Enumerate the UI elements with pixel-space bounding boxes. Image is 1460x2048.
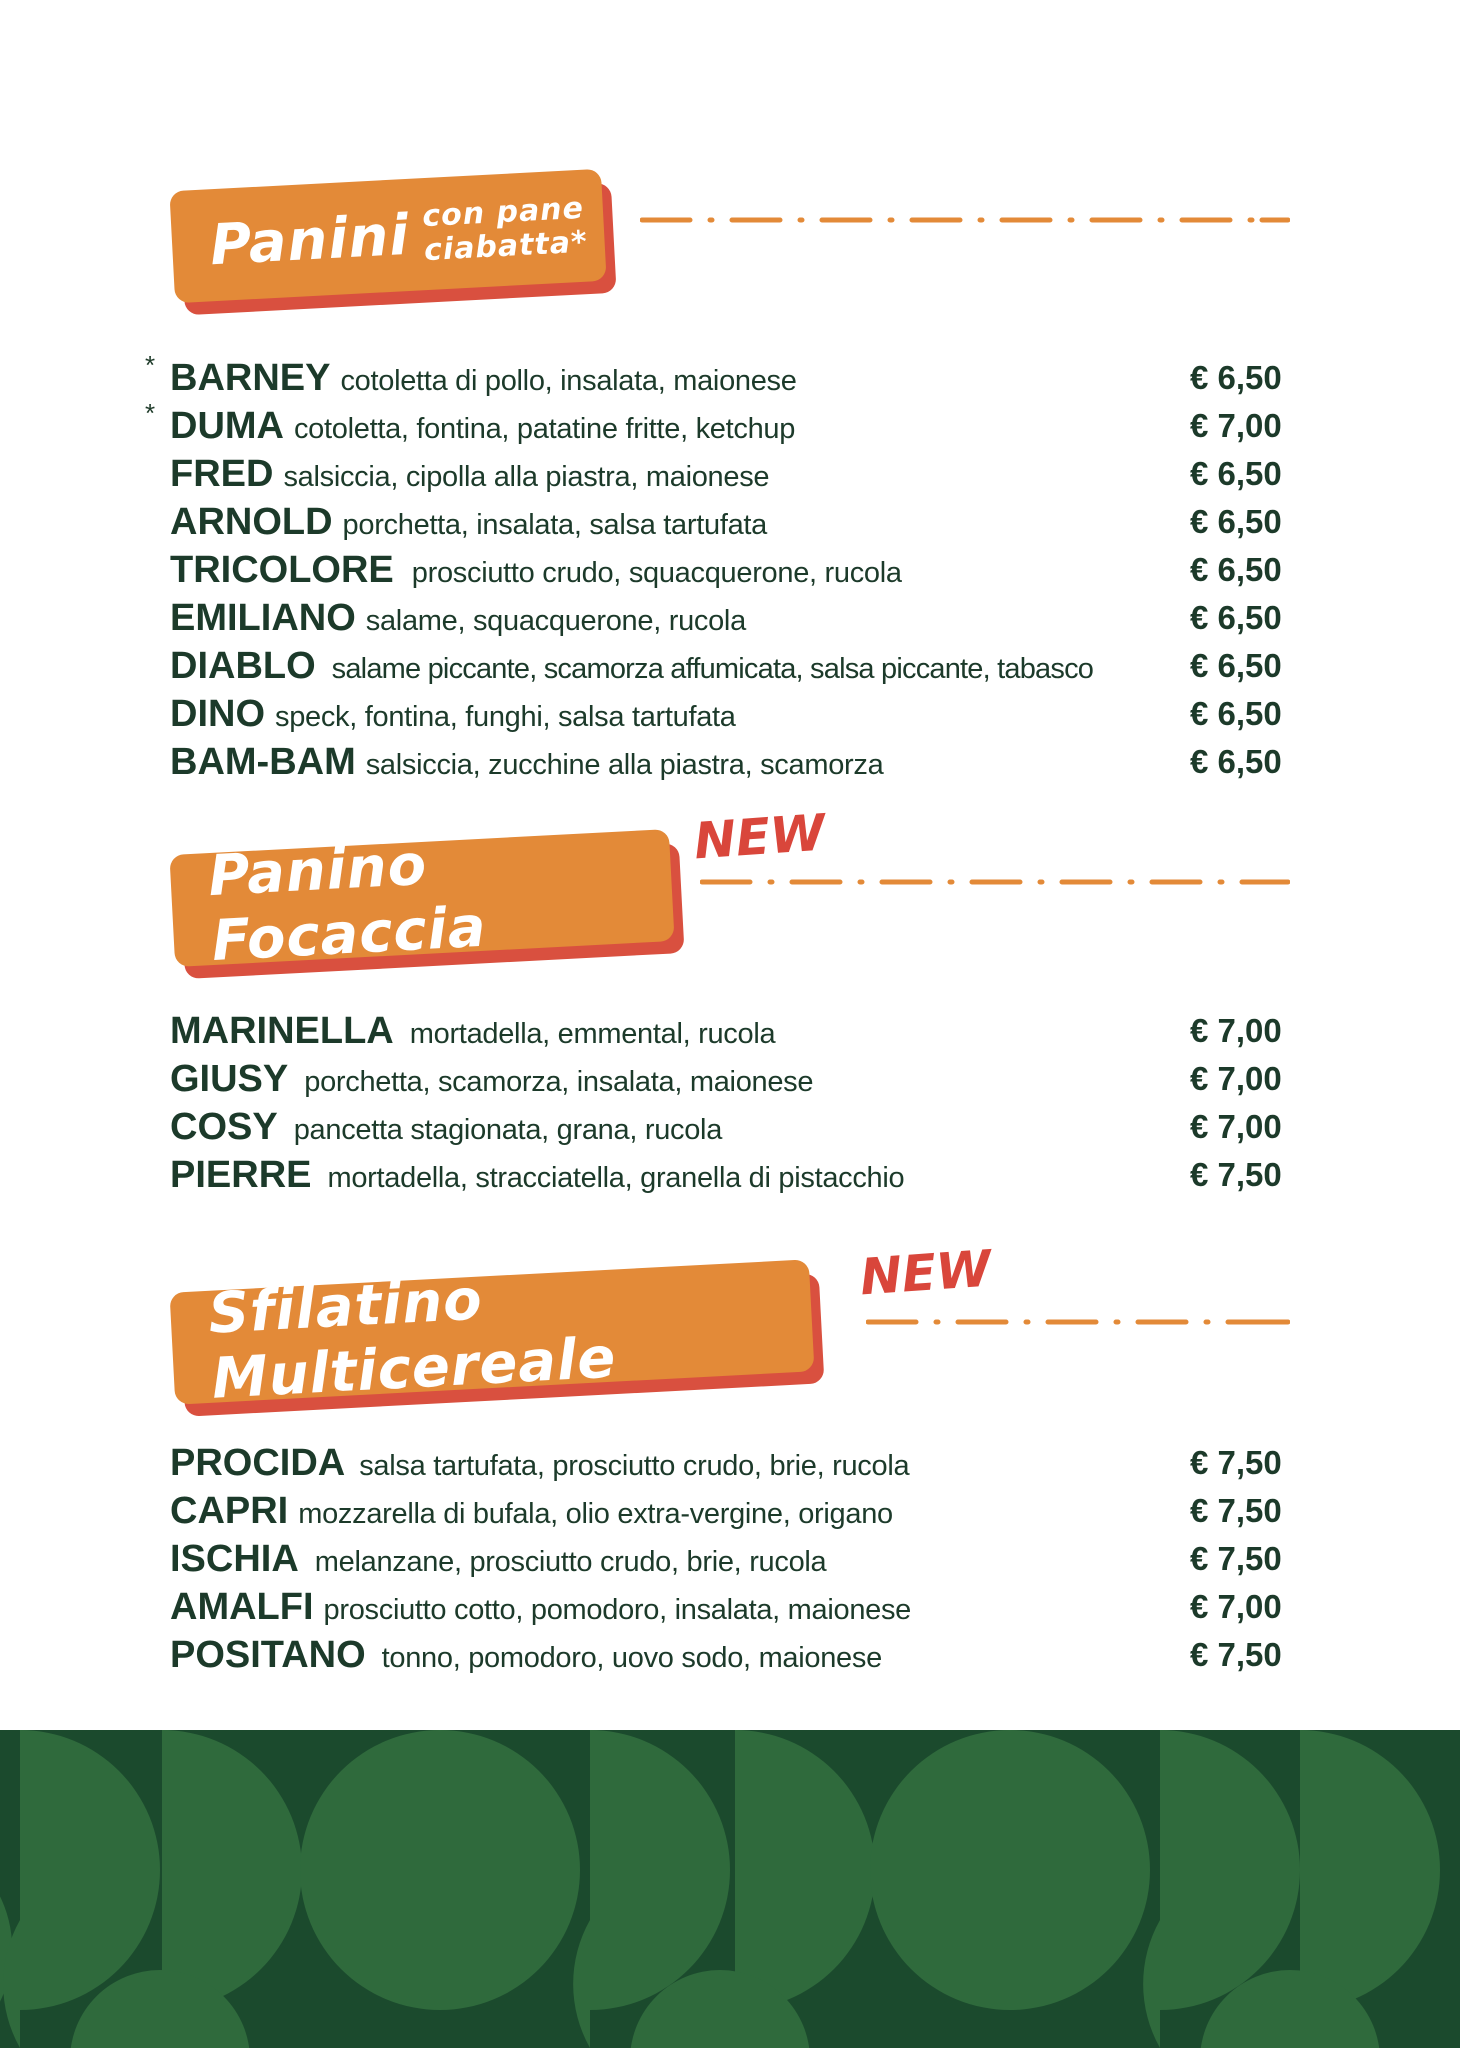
item-name: EMILIANO salame, squacquerone, rucola (170, 597, 746, 639)
asterisk-mark: * (145, 398, 156, 428)
dashed-divider (700, 876, 1290, 888)
menu-item (0, 1055, 1460, 1103)
item-name: GIUSY porchetta, scamorza, insalata, maionese (170, 1058, 814, 1100)
item-price: € 7,50 (1190, 1444, 1282, 1481)
menu-item (0, 1439, 1460, 1487)
decorative-footer-pattern (0, 1730, 1460, 2048)
item-desc: cotoletta, fontina, patatine fritte, ketchup (293, 413, 796, 445)
item-name: DINO speck, fontina, funghi, salsa tartufata (170, 693, 736, 735)
item-desc: salsiccia, cipolla alla piastra, maionese (283, 461, 770, 493)
menu-item (0, 450, 1460, 498)
menu-item (0, 1583, 1460, 1631)
dashed-divider (866, 1316, 1290, 1328)
new-badge: NEW (858, 1239, 994, 1307)
menu-item (0, 1151, 1460, 1199)
asterisk-mark: * (145, 350, 156, 380)
item-desc: mortadella, emmental, rucola (409, 1018, 776, 1050)
section-subtitle-line2: ciabatta* (423, 224, 589, 269)
item-price: € 6,50 (1190, 551, 1282, 588)
item-desc: porchetta, scamorza, insalata, maionese (304, 1066, 814, 1098)
item-name: FRED salsiccia, cipolla alla piastra, maionese (170, 453, 770, 495)
item-desc: pancetta stagionata, grana, rucola (293, 1114, 723, 1146)
section-panini-header (172, 180, 604, 292)
item-desc: salame, squacquerone, rucola (365, 605, 746, 637)
item-name: AMALFI prosciutto cotto, pomodoro, insalata, maionese (170, 1586, 912, 1628)
menu-item (0, 498, 1460, 546)
section-title: Panini (208, 202, 412, 278)
item-price: € 6,50 (1190, 503, 1282, 540)
menu-item (0, 1631, 1460, 1679)
menu-item (0, 594, 1460, 642)
footer-circles (0, 1730, 1460, 2048)
menu-item (0, 1007, 1460, 1055)
item-name: TRICOLORE prosciutto crudo, squacquerone, rucola (170, 549, 902, 591)
menu-item (0, 738, 1460, 786)
item-price: € 7,50 (1190, 1636, 1282, 1673)
item-price: € 6,50 (1190, 599, 1282, 636)
menu-item (0, 398, 1460, 450)
menu-item (0, 690, 1460, 738)
item-desc: speck, fontina, funghi, salsa tartufata (275, 701, 736, 733)
menu-item (0, 1103, 1460, 1151)
menu-item (0, 350, 1460, 402)
item-name: COSY pancetta stagionata, grana, rucola (170, 1106, 723, 1148)
item-price: € 7,00 (1190, 1060, 1282, 1097)
section-title: Panino Focaccia (206, 832, 489, 975)
menu-item (0, 546, 1460, 594)
section-title: Sfilatino Multicereale (206, 1267, 618, 1412)
section-focaccia-header (172, 832, 672, 975)
item-desc: mortadella, stracciatella, granella di pistacchio (327, 1162, 905, 1194)
item-price: € 7,00 (1190, 407, 1282, 444)
item-desc: prosciutto cotto, pomodoro, insalata, maionese (323, 1594, 912, 1626)
item-desc: tonno, pomodoro, uovo sodo, maionese (381, 1642, 882, 1674)
item-price: € 7,00 (1190, 1012, 1282, 1049)
section-subtitle (422, 192, 589, 268)
item-name: BAM-BAM salsiccia, zucchine alla piastra, scamorza (170, 741, 884, 783)
dashed-divider (640, 214, 1290, 226)
menu-item (0, 1487, 1460, 1535)
item-name: PIERRE mortadella, stracciatella, granella di pistacchio (170, 1154, 905, 1196)
item-price: € 6,50 (1190, 359, 1282, 396)
item-name: BARNEY cotoletta di pollo, insalata, maionese (170, 357, 797, 399)
section-subtitle-line1: con pane (421, 190, 585, 235)
badge-text (170, 1259, 815, 1412)
item-desc: porchetta, insalata, salsa tartufata (342, 509, 768, 541)
new-badge: NEW (692, 803, 828, 871)
item-name: MARINELLA mortadella, emmental, rucola (170, 1010, 776, 1052)
item-price: € 6,50 (1190, 695, 1282, 732)
section-sfilatino-header (172, 1267, 812, 1412)
item-price: € 7,00 (1190, 1588, 1282, 1625)
item-desc: cotoletta di pollo, insalata, maionese (340, 365, 797, 397)
menu-item (0, 642, 1460, 690)
item-price: € 7,50 (1190, 1540, 1282, 1577)
item-desc: salame piccante, scamorza affumicata, salsa piccante, tabasco (331, 653, 1094, 685)
menu-item (0, 1535, 1460, 1583)
item-price: € 6,50 (1190, 743, 1282, 780)
item-price: € 7,50 (1190, 1156, 1282, 1193)
item-desc: salsa tartufata, prosciutto crudo, brie, rucola (359, 1450, 910, 1482)
badge-text (169, 829, 674, 975)
item-desc: melanzane, prosciutto crudo, brie, rucola (314, 1546, 827, 1578)
badge-text (169, 169, 606, 303)
item-name: ARNOLD porchetta, insalata, salsa tartufata (170, 501, 768, 543)
item-price: € 7,50 (1190, 1492, 1282, 1529)
item-desc: salsiccia, zucchine alla piastra, scamorza (365, 749, 884, 781)
item-price: € 6,50 (1190, 455, 1282, 492)
item-name: DUMA cotoletta, fontina, patatine fritte, ketchup (170, 405, 796, 447)
item-name: PROCIDA salsa tartufata, prosciutto crudo, brie, rucola (170, 1442, 910, 1484)
item-name: POSITANO tonno, pomodoro, uovo sodo, maionese (170, 1634, 882, 1676)
item-name: ISCHIA melanzane, prosciutto crudo, brie, rucola (170, 1538, 827, 1580)
item-price: € 7,00 (1190, 1108, 1282, 1145)
item-desc: prosciutto crudo, squacquerone, rucola (411, 557, 902, 589)
item-name: CAPRI mozzarella di bufala, olio extra-vergine, origano (170, 1490, 893, 1532)
item-name: DIABLO salame piccante, scamorza affumicata, salsa piccante, tabasco (170, 645, 1094, 687)
item-desc: mozzarella di bufala, olio extra-vergine, origano (298, 1498, 893, 1530)
item-price: € 6,50 (1190, 647, 1282, 684)
